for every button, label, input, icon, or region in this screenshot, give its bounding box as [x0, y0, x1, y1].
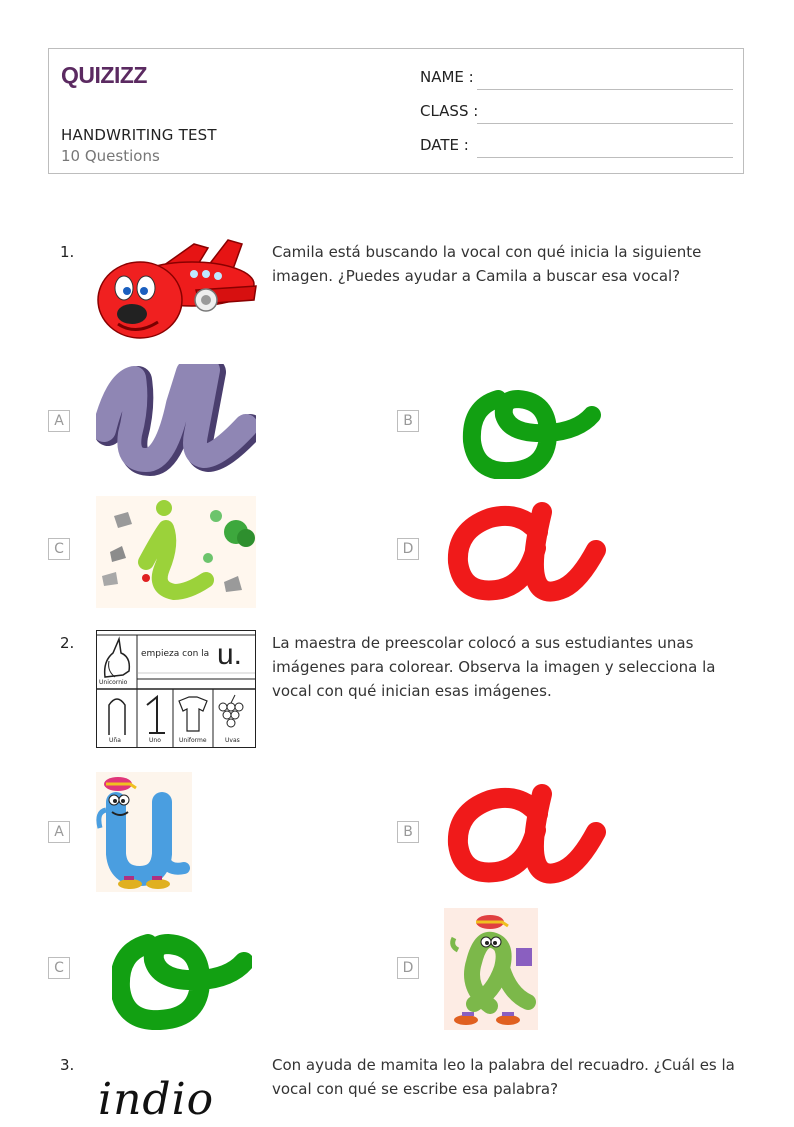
worksheet-label-una: Uña [109, 737, 121, 744]
q1-option-d-cursive-a-image[interactable] [446, 498, 606, 608]
worksheet-label-uniforme: Uniforme [179, 737, 207, 744]
worksheet-header [48, 48, 744, 174]
worksheet-letter: u. [217, 638, 243, 671]
q2-option-c-cursive-o-image[interactable] [112, 918, 252, 1034]
cursive-word: indio [98, 1074, 215, 1123]
question-count: 10 Questions [61, 147, 160, 165]
coloring-worksheet-image [96, 630, 256, 748]
q2-option-a-box[interactable]: A [48, 821, 70, 843]
q2-option-d-e-character-image[interactable] [444, 908, 538, 1034]
date-label: DATE : [420, 136, 469, 154]
quizizz-logo [61, 61, 161, 95]
question-1-text: Camila está buscando la vocal con qué inicia la siguiente imagen. ¿Puedes ayudar a Camila a buscar esa vocal? [272, 243, 702, 285]
airplane-cartoon-image [96, 238, 258, 348]
q1-option-a-box[interactable]: A [48, 410, 70, 432]
q1-option-c-cursive-i-image[interactable] [96, 496, 256, 612]
question-3-number: 3. [60, 1056, 75, 1074]
name-line[interactable] [477, 89, 733, 90]
date-line[interactable] [477, 157, 733, 158]
question-1-number: 1. [60, 243, 75, 261]
q2-option-a-u-character-image[interactable] [96, 772, 192, 896]
q2-option-d-box[interactable]: D [397, 957, 419, 979]
class-line[interactable] [477, 123, 733, 124]
q1-option-b-box[interactable]: B [397, 410, 419, 432]
test-title: HANDWRITING TEST [61, 126, 217, 144]
question-2-number: 2. [60, 634, 75, 652]
name-label: NAME : [420, 68, 474, 86]
svg-text:QUIZIZZ: QUIZIZZ [61, 62, 147, 88]
question-2-text: La maestra de preescolar colocó a sus estudiantes unas imágenes para colorear. Observa la imagen y selecciona la vocal con qué inician esas imágenes. [272, 634, 716, 700]
worksheet-label-uvas: Uvas [225, 737, 240, 744]
q2-option-b-cursive-a-image[interactable] [446, 780, 606, 890]
class-label: CLASS : [420, 102, 479, 120]
worksheet-heading: empieza con la [141, 649, 210, 659]
q1-option-b-cursive-o-image[interactable] [462, 375, 602, 483]
q1-option-c-box[interactable]: C [48, 538, 70, 560]
q2-option-c-box[interactable]: C [48, 957, 70, 979]
q2-option-b-box[interactable]: B [397, 821, 419, 843]
worksheet-label-uno: Uno [149, 737, 161, 744]
q1-option-d-box[interactable]: D [397, 538, 419, 560]
word-indio-image [96, 1066, 256, 1127]
worksheet-label-unicornio: Unicornio [99, 679, 128, 686]
q1-option-a-cursive-u-image[interactable] [96, 364, 256, 480]
question-3-text: Con ayuda de mamita leo la palabra del recuadro. ¿Cuál es la vocal con qué se escribe esa palabra? [272, 1056, 735, 1098]
